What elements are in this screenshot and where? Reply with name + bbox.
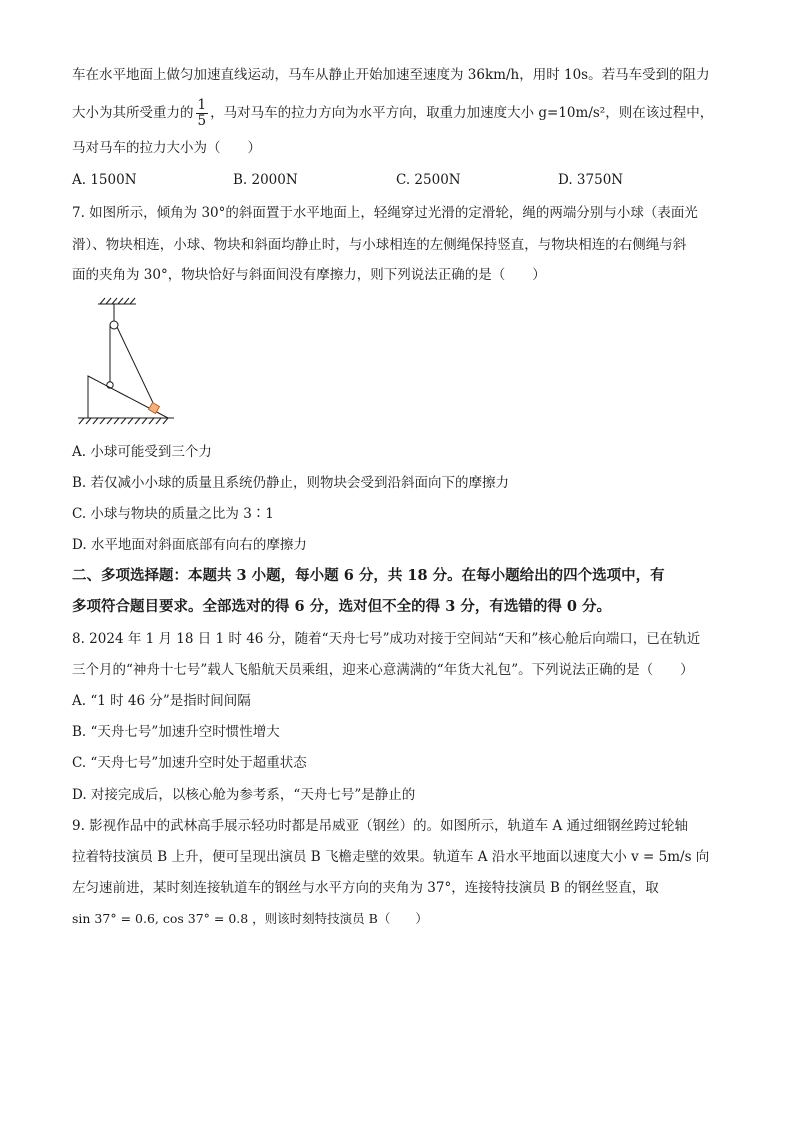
block-icon (149, 403, 160, 414)
q6-line-2-prefix: 大小为其所受重力的 (72, 105, 194, 121)
section-2-heading-line-1: 二、多项选择题：本题共 3 小题，每小题 6 分，共 18 分。在每小题给出的四个选项中，有 (72, 567, 665, 584)
q6-option-b: B. 2000N (233, 172, 298, 188)
q8-option-a: A. “1 时 46 分”是指时间间隔 (72, 693, 251, 709)
q8-option-b: B. “天舟七号”加速升空时惯性增大 (72, 724, 280, 740)
q9-line-2: 拉着特技演员 B 上升，便可呈现出演员 B 飞檐走壁的效果。轨道车 A 沿水平地面以速度大小 v = 5m/s 向 (72, 849, 710, 865)
fraction-denominator: 5 (197, 113, 207, 129)
q7-line-1: 7. 如图所示，倾角为 30°的斜面置于水平地面上，轻绳穿过光滑的定滑轮，绳的两端分别与小球（表面光 (72, 205, 698, 221)
q7-line-2: 滑）、物块相连，小球、物块和斜面均静止时，与小球相连的左侧绳保持竖直，与物块相连的右侧绳与斜 (72, 237, 687, 253)
pulley-icon (110, 321, 118, 329)
q7-option-b: B. 若仅减小小球的质量且系统仍静止，则物块会受到沿斜面向下的摩擦力 (72, 475, 510, 491)
q8-line-2: 三个月的“神舟十七号”载人飞船航天员乘组，迎来心意满满的“年货大礼包”。下列说法正确的是（ ） (72, 662, 694, 678)
q6-line-2 (72, 98, 713, 129)
q8-option-c: C. “天舟七号”加速升空时处于超重状态 (72, 755, 307, 771)
q7-incline-pulley-figure (76, 294, 176, 428)
q9-line-4: sin 37° = 0.6, cos 37° = 0.8 ，则该时刻特技演员 B（ ） (72, 911, 428, 926)
ground-hatch (78, 418, 174, 424)
q6-option-a: A. 1500N (72, 172, 137, 188)
q8-option-d: D. 对接完成后，以核心舱为参考系，“天舟七号”是静止的 (72, 787, 416, 803)
q6-line-3: 马对马车的拉力大小为（ ） (72, 140, 261, 156)
q7-option-c: C. 小球与物块的质量之比为 3∶1 (72, 506, 274, 522)
q6-line-2-suffix: ，马对马车的拉力方向为水平方向，取重力加速度大小 g=10m/s²，则在该过程中， (210, 105, 714, 121)
q7-line-3: 面的夹角为 30°，物块恰好与斜面间没有摩擦力，则下列说法正确的是（ ） (72, 267, 546, 283)
ceiling-hatch (98, 298, 136, 304)
fraction-one-fifth (196, 98, 209, 129)
q6-line-1: 车在水平地面上做匀加速直线运动，马车从静止开始加速至速度为 36km/h，用时 10s。若马车受到的阻力 (72, 67, 710, 83)
q6-option-d: D. 3750N (558, 172, 624, 188)
fraction-numerator: 1 (197, 97, 207, 113)
q8-line-1: 8. 2024 年 1 月 18 日 1 时 46 分，随着“天舟七号”成功对接于空间站“天和”核心舱后向端口，已在轨近 (72, 631, 701, 647)
q9-line-1: 9. 影视作品中的武林高手展示轻功时都是吊威亚（钢丝）的。如图所示，轨道车 A 通过细钢丝跨过轮轴 (72, 818, 689, 834)
q6-option-c: C. 2500N (396, 172, 461, 188)
section-2-heading-line-2: 多项符合题目要求。全部选对的得 6 分，选对但不全的得 3 分，有选错的得 0 分。 (72, 598, 612, 615)
q7-option-d: D. 水平地面对斜面底部有向右的摩擦力 (72, 537, 307, 553)
right-rope (117, 327, 155, 407)
q7-option-a: A. 小球可能受到三个力 (72, 444, 212, 460)
q9-line-3: 左匀速前进，某时刻连接轨道车的钢丝与水平方向的夹角为 37°，连接特技演员 B 的钢丝竖直，取 (72, 880, 659, 896)
